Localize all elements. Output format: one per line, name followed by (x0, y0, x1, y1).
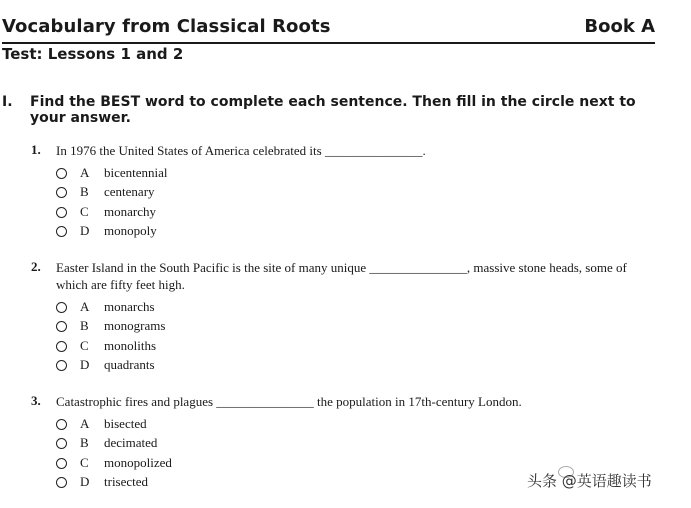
option-word: decimated (104, 435, 158, 450)
option-word: monarchy (104, 204, 156, 219)
option-letter: A (80, 299, 90, 314)
question-number: 3. (31, 393, 41, 408)
page-header (2, 16, 655, 44)
answer-bubble-icon[interactable] (56, 458, 67, 469)
option-letter: D (80, 474, 90, 489)
book-label: Book A (584, 16, 655, 37)
answer-bubble-icon[interactable] (56, 302, 67, 313)
option-word: monarchs (104, 299, 155, 314)
option-letter: C (80, 338, 89, 353)
answer-bubble-icon[interactable] (56, 477, 67, 488)
section-instruction: Find the BEST word to complete each sentence. Then fill in the circle next to your answer. (30, 94, 636, 126)
question-number: 2. (31, 259, 41, 274)
option-word: bicentennial (104, 165, 168, 180)
answer-bubble-icon[interactable] (56, 321, 67, 332)
option-letter: D (80, 223, 90, 238)
question-text: Easter Island in the South Pacific is the site of many unique _______________, massive stone heads, some of which are fifty feet high. (56, 260, 627, 292)
option-word: quadrants (104, 357, 155, 372)
answer-bubble-icon[interactable] (56, 341, 67, 352)
test-subtitle: Test: Lessons 1 and 2 (2, 45, 184, 63)
option-letter: D (80, 357, 90, 372)
option-letter: B (80, 184, 89, 199)
option-word: monopoly (104, 223, 157, 238)
page-title: Vocabulary from Classical Roots (2, 16, 331, 37)
option-word: monoliths (104, 338, 157, 353)
answer-bubble-icon[interactable] (56, 360, 67, 371)
question-text: Catastrophic fires and plagues _______________ the population in 17th-century London. (56, 394, 522, 409)
option-word: trisected (104, 474, 149, 489)
option-letter: C (80, 204, 89, 219)
answer-bubble-icon[interactable] (56, 168, 67, 179)
option-letter: B (80, 318, 89, 333)
option-letter: C (80, 455, 89, 470)
option-letter: A (80, 416, 90, 431)
answer-bubble-icon[interactable] (56, 419, 67, 430)
watermark: 头条 @英语趣读书 (527, 472, 652, 490)
option-word: monopolized (104, 455, 172, 470)
option-letter: B (80, 435, 89, 450)
option-word: bisected (104, 416, 147, 431)
answer-bubble-icon[interactable] (56, 226, 67, 237)
answer-bubble-icon[interactable] (56, 438, 67, 449)
question-number: 1. (31, 142, 41, 157)
option-letter: A (80, 165, 90, 180)
question-text: In 1976 the United States of America celebrated its _______________. (56, 143, 426, 158)
answer-bubble-icon[interactable] (56, 187, 67, 198)
option-word: monograms (104, 318, 166, 333)
option-word: centenary (104, 184, 155, 199)
section-number: I. (2, 94, 13, 110)
answer-bubble-icon[interactable] (56, 207, 67, 218)
